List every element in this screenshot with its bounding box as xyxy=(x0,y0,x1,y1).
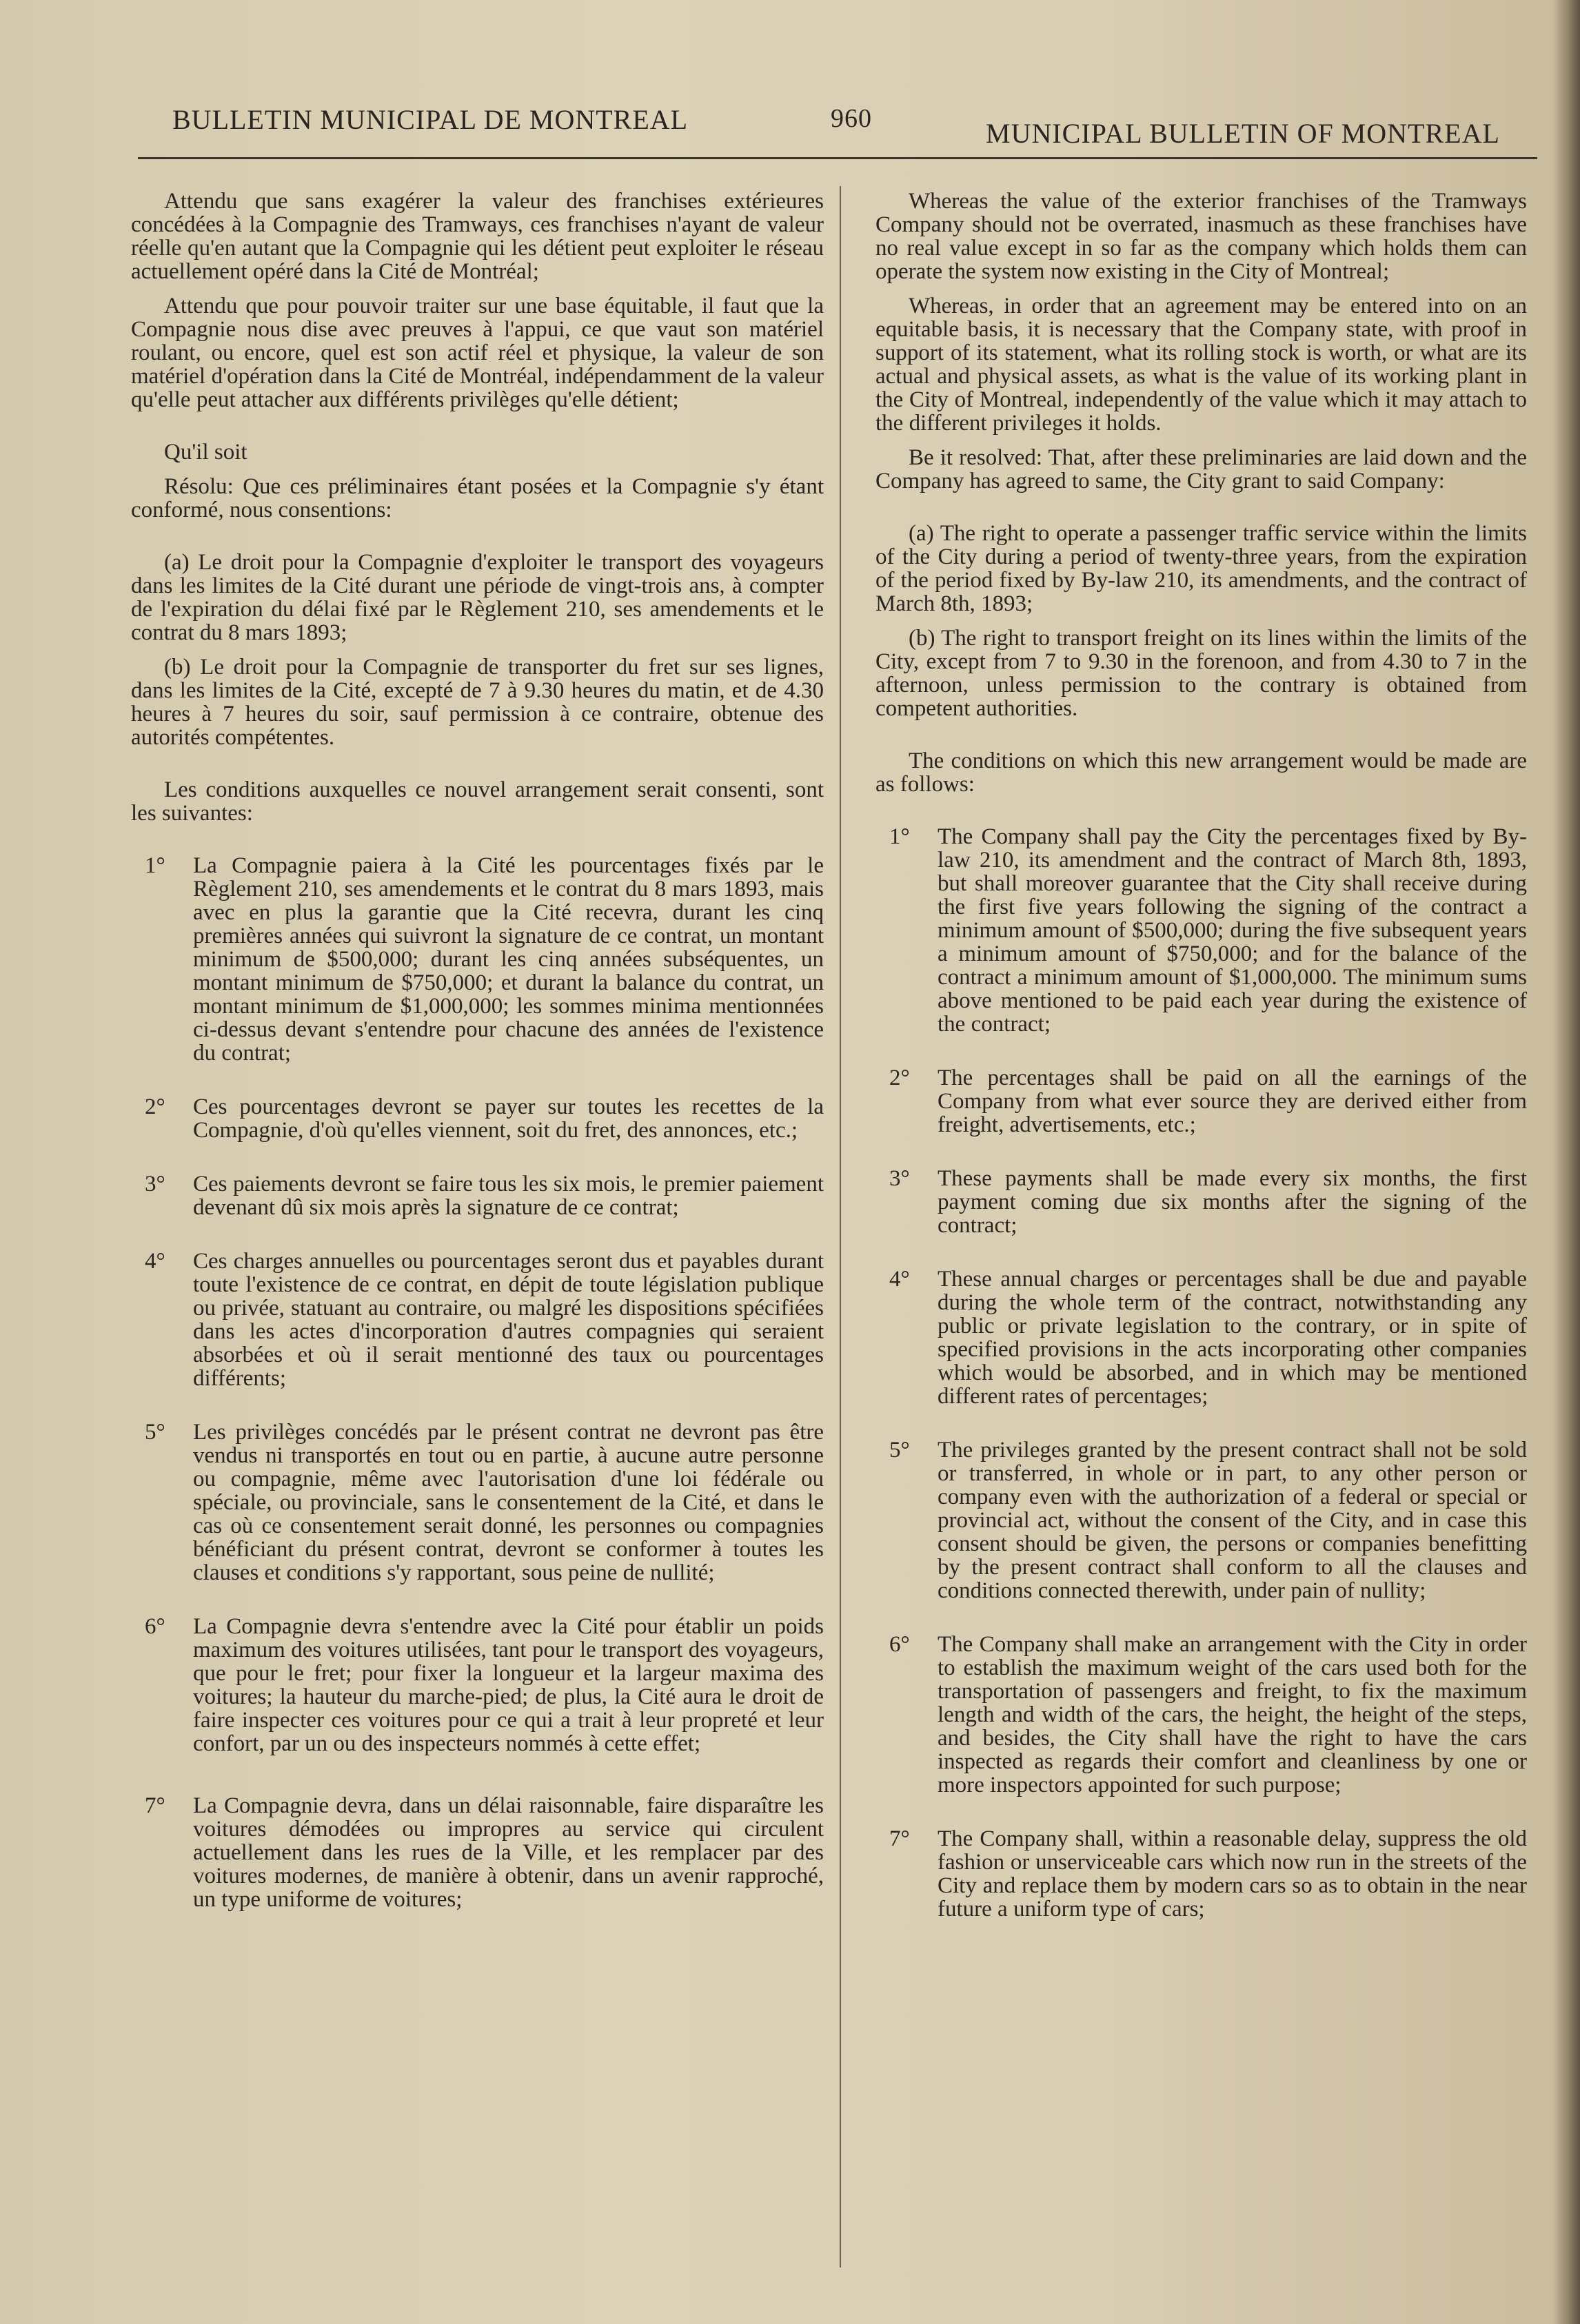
page-number: 960 xyxy=(831,104,872,133)
page-spine-shadow xyxy=(1552,0,1580,2324)
header-right-title: MUNICIPAL BULLETIN OF MONTREAL xyxy=(986,118,1500,149)
fr-item-1 xyxy=(131,854,824,1065)
en-item-3 xyxy=(875,1167,1527,1237)
fr-item-text: Ces paiements devront se faire tous les six mois, le premier paiement devenant dû six mois après la signature de ce contrat; xyxy=(193,1172,824,1220)
fr-item-number: 3° xyxy=(145,1172,165,1196)
en-item-number: 2° xyxy=(889,1066,910,1090)
fr-paragraph-1: Attendu que sans exagérer la valeur des franchises extérieures concédées à la Compagnie des Tramways, ces franchises n'ayant de valeur réelle qu'en autant que la Compagnie qui les détient peut exploiter le réseau actuellement opéré dans la Cité de Montréal; xyxy=(131,189,824,284)
en-item-number: 6° xyxy=(889,1632,910,1657)
en-item-number: 7° xyxy=(889,1826,910,1851)
en-item-text: The Company shall make an arrangement with the City in order to establish the maximum weight of the cars used both for the transportation of passengers and freight, to fix the maximum length and width of the cars, the height, the height of the steps, and besides, the City shall have the right to have the cars inspected as regards their comfort and cleanliness by one or more inspectors appointed for such purpose; xyxy=(938,1632,1527,1797)
en-item-number: 4° xyxy=(889,1267,910,1292)
fr-clause-a: (a) Le droit pour la Compagnie d'exploiter le transport des voyageurs dans les limites de la Cité durant une période de vingt-trois ans, à compter de l'expiration du délai fixé par le Règlement 210, ses amendements et le contrat du 8 mars 1893; xyxy=(131,550,824,645)
fr-quil-soit: Qu'il soit xyxy=(164,440,247,465)
en-conditions-intro: The conditions on which this new arrangement would be made are as follows: xyxy=(875,748,1527,797)
en-item-4 xyxy=(875,1267,1527,1408)
fr-paragraph-2: Attendu que pour pouvoir traiter sur une base équitable, il faut que la Compagnie nous dise avec preuves à l'appui, ce que vaut son matériel roulant, ou encore, quel est son actif réel et physique, la valeur de son matériel d'opération dans la Cité de Montréal, indépendamment de la valeur qu'elle peut attacher aux différents privilèges qu'elle détient; xyxy=(131,294,824,412)
en-item-number: 5° xyxy=(889,1438,910,1462)
en-item-number: 3° xyxy=(889,1166,910,1191)
header-left-title: BULLETIN MUNICIPAL DE MONTREAL xyxy=(172,104,689,135)
fr-item-text: La Compagnie paiera à la Cité les pourcentages fixés par le Règlement 210, ses amendements et le contrat du 8 mars 1893, mais avec en plus la garantie que la Cité recevra, durant les cinq premières années qui suivront la signature de ce contrat, un montant minimum de $500,000; durant les cinq années subséquentes, un montant minimum de $750,000; et durant la balance du contrat, un montant minimum de $1,000,000; les sommes minima mentionnées ci-dessus devant s'entendre pour chacune des années de l'existence du contrat; xyxy=(193,853,824,1066)
en-clause-a: (a) The right to operate a passenger traffic service within the limits of the City during a period of twenty-three years, from the expiration of the period fixed by By-law 210, its amendments, and the contract of March 8th, 1893; xyxy=(875,521,1527,616)
fr-item-2 xyxy=(131,1095,824,1142)
fr-item-text: Ces pourcentages devront se payer sur toutes les recettes de la Compagnie, d'où qu'elles viennent, soit du fret, des annonces, etc.; xyxy=(193,1094,824,1143)
french-column xyxy=(131,190,824,1941)
fr-item-number: 4° xyxy=(145,1249,165,1274)
fr-item-number: 5° xyxy=(145,1420,165,1445)
fr-item-number: 1° xyxy=(145,853,165,878)
en-item-text: The Company shall, within a reasonable delay, suppress the old fashion or unserviceable cars which now run in the streets of the City and replace them by modern cars so as to obtain in the near future a uniform type of cars; xyxy=(938,1826,1527,1922)
fr-item-text: Ces charges annuelles ou pourcentages seront dus et payables durant toute l'existence de ce contrat, en dépit de toute législation publique ou privée, statuant au contraire, ou malgré les dispositions spécifiées dans les actes d'incorporation d'autres compagnies qui seraient absorbées et où il serait mentionné des taux ou pourcentages différents; xyxy=(193,1249,824,1391)
en-paragraph-2: Whereas, in order that an agreement may be entered into on an equitable basis, it is necessary that the Company state, with proof in support of its statement, what its rolling stock is worth, or what are its actual and physical assets, as what is the value of its working plant in the City of Montreal, independently of the value which it may attach to the different privileges it holds. xyxy=(875,294,1527,436)
fr-item-number: 6° xyxy=(145,1614,165,1639)
fr-item-text: La Compagnie devra s'entendre avec la Cité pour établir un poids maximum des voitures utilisées, tant pour le transport des voyageurs, que pour le fret; pour fixer la longueur et la largeur maxima des voitures; la hauteur du marche-pied; de plus, la Cité aura le droit de faire inspecter ces voitures pour ce qui a trait à leur propreté et leur confort, par un ou des inspecteurs nommés à cette effet; xyxy=(193,1614,824,1756)
en-item-6 xyxy=(875,1633,1527,1797)
en-resolved: Be it resolved: That, after these preliminaries are laid down and the Company has agreed to same, the City grant to said Company: xyxy=(875,445,1527,493)
en-item-7 xyxy=(875,1827,1527,1921)
en-item-text: These annual charges or percentages shall be due and payable during the whole term of the contract, notwithstanding any public or private legislation to the contrary, or in spite of specified provisions in the acts incorporating other companies which would be absorbed, and in which may be mentioned different rates of percentages; xyxy=(938,1267,1527,1409)
fr-item-text: Les privilèges concédés par le présent contrat ne devront pas être vendus ni transportés en tout ou en partie, à aucune autre personne ou compagnie, même avec l'autorisation d'une loi fédérale ou spéciale, ou provinciale, sans le consentement de la Cité, et dans le cas où ce consentement serait donné, les personnes ou compagnies bénéficiant du présent contrat, devront se conformer à toutes les clauses et conditions s'y rapportant, sous peine de nullité; xyxy=(193,1420,824,1585)
english-column xyxy=(875,190,1527,1951)
fr-item-3 xyxy=(131,1172,824,1219)
fr-item-number: 2° xyxy=(145,1094,165,1119)
fr-item-5 xyxy=(131,1420,824,1584)
en-item-text: The privileges granted by the present contract shall not be sold or transferred, in whole or in part, to any other person or company even with the authorization of a federal or special or provincial act, without the consent of the City, and in case this consent should be given, the persons or companies benefitting by the present contract shall conform to all the clauses and conditions connected therewith, under pain of nullity; xyxy=(938,1438,1527,1603)
en-clause-b: (b) The right to transport freight on its lines within the limits of the City, except from 7 to 9.30 in the forenoon, and from 4.30 to 7 in the afternoon, unless permission to the contrary is obtained from competent authorities. xyxy=(875,626,1527,721)
header-rule xyxy=(138,157,1537,159)
en-item-text: These payments shall be made every six months, the first payment coming due six months after the signing of the contract; xyxy=(938,1166,1527,1238)
column-divider xyxy=(840,186,841,2267)
fr-item-text: La Compagnie devra, dans un délai raisonnable, faire disparaître les voitures démodées ou impropres au service qui circulent actuellement dans les rues de la Ville, et les remplacer par des voitures modernes, de manière à obtenir, dans un avenir rapproché, un type uniforme de voitures; xyxy=(193,1793,824,1912)
fr-item-number: 7° xyxy=(145,1793,165,1818)
en-paragraph-1: Whereas the value of the exterior franchises of the Tramways Company should not be overrated, inasmuch as these franchises have no real value except in so far as the company which holds them can operate the system now existing in the City of Montreal; xyxy=(875,189,1527,284)
fr-item-4 xyxy=(131,1250,824,1390)
fr-clause-b: (b) Le droit pour la Compagnie de transporter du fret sur ses lignes, dans les limites de la Cité, excepté de 7 à 9.30 heures du matin, et de 4.30 heures à 7 heures du soir, sauf permission à ce contraire, obtenue des autorités compétentes. xyxy=(131,655,824,750)
fr-conditions-intro: Les conditions auxquelles ce nouvel arrangement serait consenti, sont les suivantes: xyxy=(131,777,824,826)
en-item-text: The Company shall pay the City the percentages fixed by By-law 210, its amendment and the contract of March 8th, 1893, but shall moreover guarantee that the City shall receive during the first five years following the signing of the contract a minimum amount of $500,000; during the five subsequent years a minimum amount of $750,000; and for the balance of the contract a minimum amount of $1,000,000. The minimum sums above mentioned to be paid each year during the existence of the contract; xyxy=(938,824,1527,1037)
en-item-text: The percentages shall be paid on all the earnings of the Company from what ever source they are derived either from freight, advertisements, etc.; xyxy=(938,1066,1527,1137)
en-item-1 xyxy=(875,825,1527,1036)
fr-item-6 xyxy=(131,1615,824,1755)
en-item-5 xyxy=(875,1438,1527,1602)
en-item-number: 1° xyxy=(889,824,910,849)
en-item-2 xyxy=(875,1066,1527,1136)
fr-item-7 xyxy=(131,1794,824,1911)
fr-resolu: Résolu: Que ces préliminaires étant posées et la Compagnie s'y étant conformé, nous consentions: xyxy=(131,474,824,522)
